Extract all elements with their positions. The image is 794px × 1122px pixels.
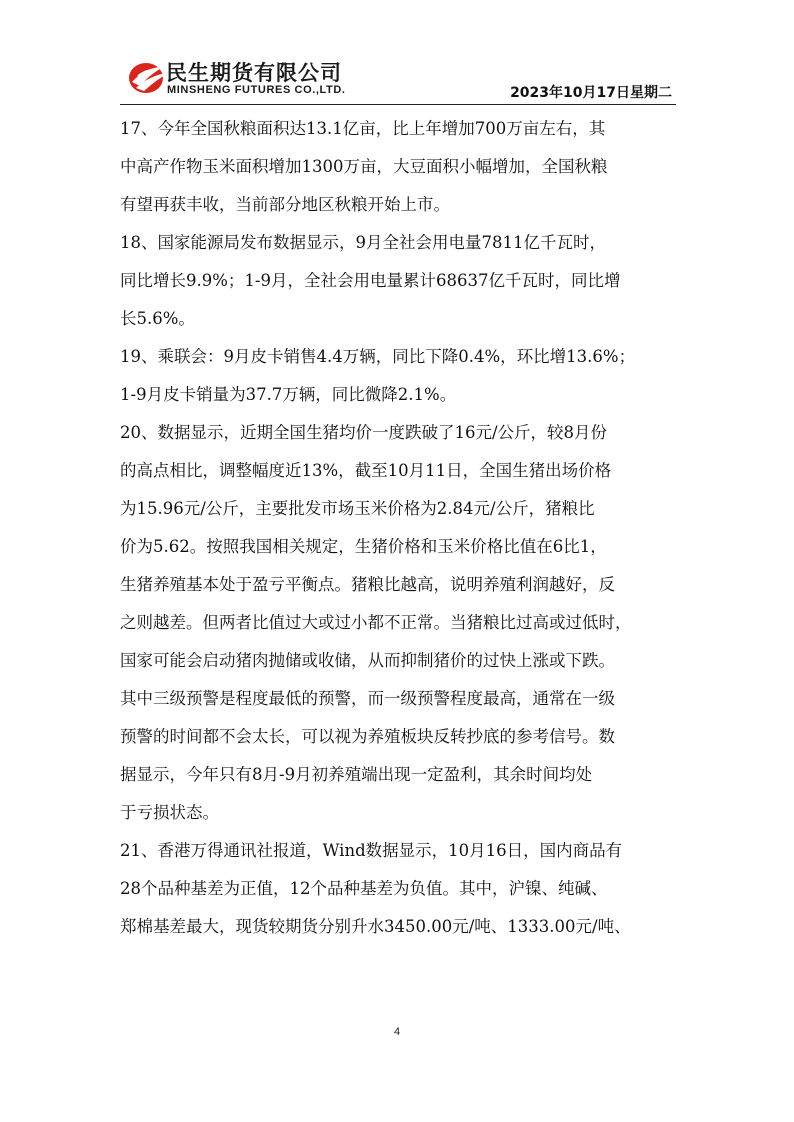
brand-name-en: MINSHENG FUTURES CO.,LTD.	[167, 84, 346, 96]
news-body	[120, 110, 680, 946]
text-line: 其中三级预警是程度最低的预警，而一级预警程度最高，通常在一级	[120, 689, 615, 708]
text-line: 长5.6%。	[120, 309, 195, 328]
text-line: 之则越差。但两者比值过大或过小都不正常。当猪粮比过高或过低时，	[120, 613, 632, 632]
text-line: 中高产作物玉米面积增加1300万亩，大豆面积小幅增加，全国秋粮	[120, 157, 608, 176]
text-line: 18、国家能源局发布数据显示，9月全社会用电量7811亿千瓦时，	[120, 233, 606, 252]
news-item-20	[120, 414, 680, 832]
text-line: 1-9月皮卡销量为37.7万辆，同比微降2.1%。	[120, 385, 457, 404]
brand-name-cn: 民生期货有限公司	[166, 61, 342, 85]
text-line: 有望再获丰收，当前部分地区秋粮开始上市。	[120, 195, 450, 214]
text-line: 20、数据显示，近期全国生猪均价一度跌破了16元/公斤，较8月份	[120, 423, 608, 442]
text-line: 为15.96元/公斤，主要批发市场玉米价格为2.84元/公斤，猪粮比	[120, 499, 595, 518]
text-line: 据显示，今年只有8月-9月初养殖端出现一定盈利，其余时间均处	[120, 765, 593, 784]
text-line: 预警的时间都不会太长，可以视为养殖板块反转抄底的参考信号。数	[120, 727, 615, 746]
text-line: 郑棉基差最大，现货较期货分别升水3450.00元/吨、1333.00元/吨、	[120, 917, 631, 936]
text-line: 19、乘联会：9月皮卡销售4.4万辆，同比下降0.4%，环比增13.6%；	[120, 347, 636, 366]
text-line: 的高点相比，调整幅度近13%，截至10月11日，全国生猪出场价格	[120, 461, 612, 480]
text-line: 21、香港万得通讯社报道，Wind数据显示，10月16日，国内商品有	[120, 841, 623, 860]
text-line: 17、今年全国秋粮面积达13.1亿亩，比上年增加700万亩左右，其	[120, 119, 606, 138]
news-item-21	[120, 832, 680, 946]
text-line: 国家可能会启动猪肉抛储或收储，从而抑制猪价的过快上涨或下跌。	[120, 651, 615, 670]
news-item-19	[120, 338, 680, 414]
page-header	[120, 48, 676, 106]
text-line: 28个品种基差为正值，12个品种基差为负值。其中，沪镍、纯碱、	[120, 879, 608, 898]
text-line: 于亏损状态。	[120, 803, 219, 822]
text-line: 同比增长9.9%；1-9月，全社会用电量累计68637亿千瓦时，同比增	[120, 271, 621, 290]
header-divider	[120, 104, 676, 105]
news-item-17	[120, 110, 680, 224]
news-item-18	[120, 224, 680, 338]
text-line: 价为5.62。按照我国相关规定，生猪价格和玉米价格比值在6比1，	[120, 537, 607, 556]
page-number: 4	[393, 1026, 401, 1038]
text-line: 生猪养殖基本处于盈亏平衡点。猪粮比越高，说明养殖利润越好，反	[120, 575, 615, 594]
report-date: 2023年10月17日星期二	[510, 85, 672, 101]
